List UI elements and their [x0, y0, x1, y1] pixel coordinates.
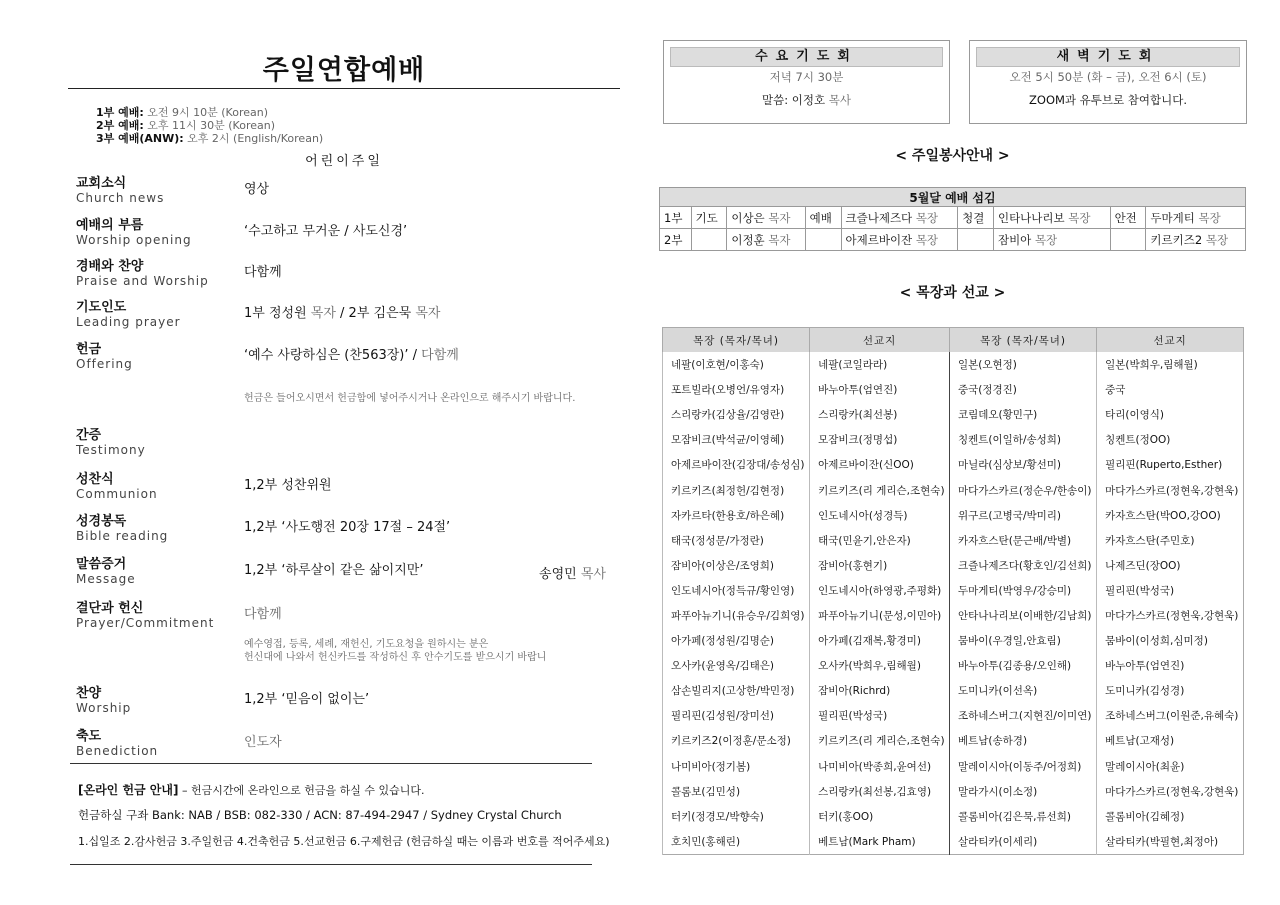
table-row [663, 703, 1244, 728]
table-cell: 타리(이영식) [1097, 402, 1244, 427]
table-row [663, 779, 1244, 804]
table-row [663, 653, 1244, 678]
table-cell: 살라티카(이세리) [949, 829, 1096, 855]
table-cell: 조하네스버그(지현진/이미연) [949, 703, 1096, 728]
table-row [663, 804, 1244, 829]
column-header: 선교지 [1097, 328, 1244, 353]
table-cell: 키르키즈2(이정훈/문소정) [663, 728, 810, 753]
table-row [663, 678, 1244, 703]
table-cell: 스리랑카(최선봉,김효영) [810, 779, 950, 804]
table-cell: 인도네시아(성경득) [810, 503, 950, 528]
table-cell: 두마게티(박영우/강승미) [949, 578, 1096, 603]
table-row [663, 503, 1244, 528]
table-cell: 필리핀(박성국) [1097, 578, 1244, 603]
column-header: 목장 (목자/목녀) [663, 328, 810, 353]
divider [70, 763, 592, 764]
table-cell: 호치민(홍해린) [663, 829, 810, 855]
table-cell: 조하네스버그(이원준,유혜숙) [1097, 703, 1244, 728]
dawn-prayer-box: 새벽기도회 오전 5시 50분 (화 – 금), 오전 6시 (토) ZOOM과 유투브로 참여합니다. [969, 40, 1247, 124]
table-cell: 삼손빌리지(고상한/박민정) [663, 678, 810, 703]
table-cell: 아제르바이잔(김장대/송성심) [663, 452, 810, 477]
table-cell: 키르키즈(리 게리슨,조현숙) [810, 477, 950, 502]
table-cell: 일본(오현정) [949, 352, 1096, 377]
table-cell: 마다가스카르(정현욱,강현욱) [1097, 779, 1244, 804]
dawn-title: 새벽기도회 [976, 47, 1240, 67]
table-cell: 마닐라(심상보/황선미) [949, 452, 1096, 477]
table-cell: 중국(정경진) [949, 377, 1096, 402]
service-caption: 5월달 예배 섬김 [660, 188, 1246, 207]
wednesday-prayer-box: 수요기도회 저녁 7시 30분 말씀: 이정호 목사 [663, 40, 950, 124]
table-row [663, 528, 1244, 553]
table-row [663, 603, 1244, 628]
preacher: 송영민 목사 [539, 567, 606, 582]
table-cell: 모잠비크(박석균/이영혜) [663, 427, 810, 452]
table-cell: 포트빌라(오병언/유영자) [663, 377, 810, 402]
table-cell: 인도네시아(하영광,주평화) [810, 578, 950, 603]
table-cell: 도미니카(이선옥) [949, 678, 1096, 703]
table-cell: 살라티카(박필현,최정아) [1097, 829, 1244, 855]
table-cell: 마다가스카르(정현욱,강현욱) [1097, 477, 1244, 502]
table-cell: 필리핀(김성원/장미선) [663, 703, 810, 728]
table-cell: 콜롬비아(김혜정) [1097, 804, 1244, 829]
table-row [663, 628, 1244, 653]
table-cell: 칭켄트(정OO) [1097, 427, 1244, 452]
table-cell: 잠비아(이상은/조영희) [663, 553, 810, 578]
table-cell: 카자흐스탄(문근배/박별) [949, 528, 1096, 553]
table-cell: 잠비아(홍현기) [810, 553, 950, 578]
table-cell: 키르키즈(최정헌/김현정) [663, 477, 810, 502]
table-row [663, 402, 1244, 427]
worship-order-page: 주일연합예배 1부 예배: 오전 9시 10분 (Korean) 2부 예배: 오후 11시 30분 (Korean) 3부 예배(ANW): 오후 2시 (English/Korean) 어린이주일 교회소식 Church news 영상 예배의 부름 Worship opening ‘수고하고 무거운 / 사도신경’ 경배와 찬양 Praise and Worship 다함께 기도인도 Leading prayer 1부 정성원 목자 / 2부 김은묵 목자 헌금 Offering ‘예수 사랑하심은 (찬563장)’ / 다함께 헌금은 들어오시면서 헌금함에 넣어주시거나 온라인으로 해주시기 바랍니다. 간증 Testimony 성찬식 Communion 1,2부 성찬위원 성경봉독 Bible reading 1,2부 ‘사도행전 20장 17절 – 24절’ 말씀증거 Message 1,2부 ‘하루살이 같은 삶이지만’ 송영민 목사 결단과 헌신 Prayer/Commitment 다함께 예수영접, 등록, 세례, 재헌신, 기도요청을 원하시는 분은 헌신대에 나와서 헌신카드를 작성하신 후 안수기도를 받으시기 바랍니 찬양 Worship 1,2부 ‘믿음이 없이는’ 축도 Benediction 인도자 [온라인 헌금 안내] – 헌금시간에 온라인으로 헌금을 하실 수 있습니다. 헌금하실 구좌 Bank: NAB / BSB: 082-330 / ACN: 87-494-2947 / Sydney Crystal Church 1.십일조 2.감사헌금 3.주일헌금 4.건축헌금 5.선교헌금 6.구제헌금 (헌금하실 때는 이름과 번호를 적어주세요) [68, 40, 620, 88]
table-cell: 뭄바이(우경일,안효림) [949, 628, 1096, 653]
table-cell: 파푸아뉴기니(문성,이민아) [810, 603, 950, 628]
table-cell: 바누아투(김종용/오인해) [949, 653, 1096, 678]
table-row [663, 578, 1244, 603]
table-cell: 터키(정경모/박향숙) [663, 804, 810, 829]
table-row [663, 377, 1244, 402]
mission-section-title: < 목장과 선교 > [899, 285, 1006, 301]
table-cell: 오사카(윤영옥/김태은) [663, 653, 810, 678]
table-cell: 태국(민윤기,안은자) [810, 528, 950, 553]
table-cell: 네팔(이호현/이홍숙) [663, 352, 810, 377]
table-cell: 모잠비크(정명섭) [810, 427, 950, 452]
wednesday-title: 수요기도회 [670, 47, 943, 67]
table-cell: 오사카(박희우,림해월) [810, 653, 950, 678]
table-row [663, 553, 1244, 578]
table-cell: 키르키즈(리 게리슨,조현숙) [810, 728, 950, 753]
table-cell: 필리핀(Ruperto,Esther) [1097, 452, 1244, 477]
mission-table [662, 327, 1244, 855]
table-cell: 태국(정성문/가정란) [663, 528, 810, 553]
service-time-row: 3부 예배(ANW): 오후 2시 (English/Korean) [96, 132, 324, 145]
table-cell: 터키(홍OO) [810, 804, 950, 829]
table-cell: 베트남(송하경) [949, 728, 1096, 753]
table-cell: 안타나나리보(이배한/김남희) [949, 603, 1096, 628]
service-time-row: 1부 예배: 오전 9시 10분 (Korean) [96, 106, 268, 119]
table-cell: 바누아투(엄연진) [810, 377, 950, 402]
table-row [663, 728, 1244, 753]
table-row [663, 754, 1244, 779]
table-row [663, 452, 1244, 477]
table-cell: 카자흐스탄(박OO,강OO) [1097, 503, 1244, 528]
table-row [663, 427, 1244, 452]
table-row [663, 829, 1244, 855]
table-cell: 콜롬비아(김은묵,류선희) [949, 804, 1096, 829]
service-times [96, 106, 323, 145]
table-cell: 도미니카(김성경) [1097, 678, 1244, 703]
table-cell: 코림데오(황민구) [949, 402, 1096, 427]
page-title: 주일연합예배 [262, 55, 426, 86]
commitment-note: 예수영접, 등록, 세례, 재헌신, 기도요청을 원하시는 분은 헌신대에 나와서 헌신카드를 작성하신 후 안수기도를 받으시기 바랍니 [244, 639, 547, 663]
table-cell: 뭄바이(이성희,심미정) [1097, 628, 1244, 653]
table-cell: 마다가스카르(정순우/한송이) [949, 477, 1096, 502]
table-cell: 나미비아(박종희,윤여선) [810, 754, 950, 779]
table-cell: 콜롬보(김민성) [663, 779, 810, 804]
service-table [659, 187, 1246, 251]
table-cell: 베트남(Mark Pham) [810, 829, 950, 855]
table-cell: 바누아투(엄연진) [1097, 653, 1244, 678]
table-cell: 중국 [1097, 377, 1244, 402]
table-cell: 파푸아뉴기니(유승우/김희영) [663, 603, 810, 628]
table-cell: 자카르타(한용호/하은혜) [663, 503, 810, 528]
table-cell: 나미비아(정기봄) [663, 754, 810, 779]
table-cell: 스리랑카(최선봉) [810, 402, 950, 427]
table-cell: 크즐나제즈다(황호인/김선희) [949, 553, 1096, 578]
column-header: 목장 (목자/목녀) [949, 328, 1096, 353]
table-cell: 잠비아(Richrd) [810, 678, 950, 703]
table-cell: 아제르바이잔(신OO) [810, 452, 950, 477]
table-row: 1부 기도 이상은 목자 예배 크즐나제즈다 목장 청결 인타나나리보 목장 안전 두마게티 목장 [660, 207, 1246, 229]
table-cell: 말라가시(이소정) [949, 779, 1096, 804]
column-header: 선교지 [810, 328, 950, 353]
table-cell: 아가페(김재복,황경미) [810, 628, 950, 653]
service-time-row: 2부 예배: 오후 11시 30분 (Korean) [96, 119, 275, 132]
table-cell: 일본(박희우,림해월) [1097, 352, 1244, 377]
offering-note: 헌금은 들어오시면서 헌금함에 넣어주시거나 온라인으로 해주시기 바랍니다. [244, 393, 576, 404]
table-cell: 위구르(고병국/박미리) [949, 503, 1096, 528]
title-rule [68, 88, 620, 89]
table-cell: 스리랑카(김상율/김영란) [663, 402, 810, 427]
table-cell: 필리핀(박성국) [810, 703, 950, 728]
table-cell: 인도네시아(정득규/황인영) [663, 578, 810, 603]
table-cell: 나제즈딘(장OO) [1097, 553, 1244, 578]
table-cell: 말레이시아(최윤) [1097, 754, 1244, 779]
divider [70, 864, 592, 865]
table-cell: 네팔(코일라라) [810, 352, 950, 377]
table-cell: 카자흐스탄(주민호) [1097, 528, 1244, 553]
table-cell: 마다가스카르(정현욱,강현욱) [1097, 603, 1244, 628]
table-row [663, 477, 1244, 502]
table-row [663, 352, 1244, 377]
table-cell: 말레이시아(이동주/어정희) [949, 754, 1096, 779]
table-cell: 베트남(고재성) [1097, 728, 1244, 753]
table-cell: 칭켄트(이일하/송성희) [949, 427, 1096, 452]
table-row: 2부 이정훈 목자 아제르바이잔 목장 잠비아 목장 키르키즈2 목장 [660, 229, 1246, 251]
service-section-title: < 주일봉사안내 > [895, 148, 1010, 164]
special-day-label: 어린이주일 [305, 154, 383, 169]
table-cell: 아가페(정성원/김명순) [663, 628, 810, 653]
